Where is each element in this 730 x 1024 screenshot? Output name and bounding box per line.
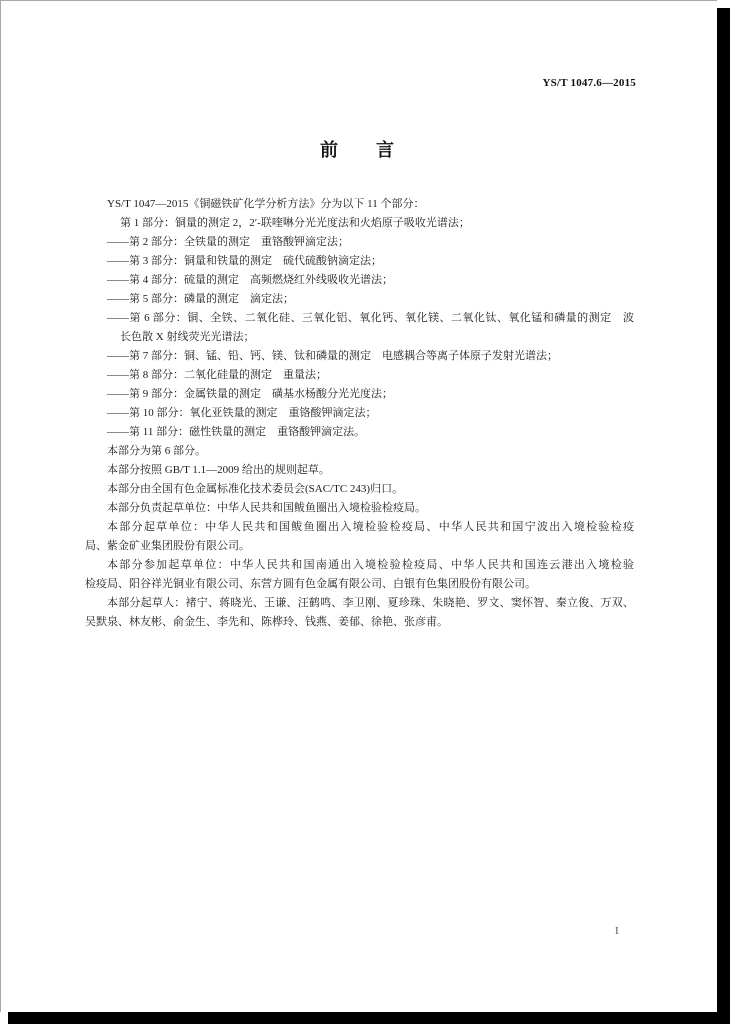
- part-2-item: ——第 2 部分：全铁量的测定 重铬酸钾滴定法；: [107, 236, 349, 248]
- page-title: 前 言: [320, 140, 404, 160]
- page-shadow-right: [717, 8, 730, 1024]
- drafting-units-statement: 本部分起草单位：中华人民共和国鲅鱼圈出入境检验检疫局、中华人民共和国宁波出入境检验检疫: [107, 521, 634, 533]
- part-8-item: ——第 8 部分：二氧化硅量的测定 重量法；: [107, 369, 327, 381]
- page-shadow-bottom: [8, 1012, 730, 1024]
- drafting-rules-statement: 本部分按照 GB/T 1.1—2009 给出的规则起草。: [107, 464, 330, 476]
- standard-number: YS/T 1047.6—2015: [542, 77, 636, 89]
- preface-body: [85, 195, 634, 632]
- part-10-item: ——第 10 部分：氧化亚铁量的测定 重铬酸钾滴定法；: [107, 407, 377, 419]
- drafting-units-continued: 局、紫金矿业集团股份有限公司。: [85, 540, 250, 552]
- part-9-item: ——第 9 部分：金属铁量的测定 磺基水杨酸分光光度法；: [107, 388, 393, 400]
- drafters-continued: 吴默泉、林友彬、俞金生、李先和、陈桦玲、钱燕、姜郁、徐艳、张彦甫。: [85, 616, 448, 628]
- part-7-item: ——第 7 部分：铜、锰、铅、钙、镁、钛和磷量的测定 电感耦合等离子体原子发射光谱法；: [107, 350, 558, 362]
- part-11-item: ——第 11 部分：磁性铁量的测定 重铬酸钾滴定法。: [107, 426, 366, 438]
- part-1-item: 第 1 部分：铜量的测定 2，2′-联喹啉分光光度法和火焰原子吸收光谱法；: [120, 217, 470, 229]
- part-4-item: ——第 4 部分：硫量的测定 高频燃烧红外线吸收光谱法；: [107, 274, 393, 286]
- part-5-item: ——第 5 部分：磷量的测定 滴定法；: [107, 293, 294, 305]
- committee-statement: 本部分由全国有色金属标准化技术委员会(SAC/TC 243)归口。: [107, 483, 404, 495]
- drafters-statement: 本部分起草人：褚宁、蒋晓光、王谦、汪鹤鸣、李卫刚、夏珍珠、朱晓艳、罗文、窦怀智、秦立俊、万双、: [107, 597, 634, 609]
- participating-units-statement: 本部分参加起草单位：中华人民共和国南通出入境检验检疫局、中华人民共和国连云港出入境检验: [107, 559, 634, 571]
- page-number: I: [615, 925, 619, 937]
- part-3-item: ——第 3 部分：铜量和铁量的测定 硫代硫酸钠滴定法；: [107, 255, 382, 267]
- participating-units-continued: 检疫局、阳谷祥光铜业有限公司、东营方圆有色金属有限公司、白银有色集团股份有限公司。: [85, 578, 536, 590]
- part-6-item-continued: 长色散 X 射线荧光光谱法；: [120, 331, 255, 343]
- intro-line: YS/T 1047—2015《铜磁铁矿化学分析方法》分为以下 11 个部分：: [107, 198, 425, 210]
- part-6-item: ——第 6 部分：铜、全铁、二氧化硅、三氧化铝、氧化钙、氧化镁、二氧化钛、氧化锰和磷量的测定 波: [107, 312, 634, 324]
- responsible-unit-statement: 本部分负责起草单位：中华人民共和国鲅鱼圈出入境检验检疫局。: [107, 502, 426, 514]
- part-statement: 本部分为第 6 部分。: [107, 445, 206, 457]
